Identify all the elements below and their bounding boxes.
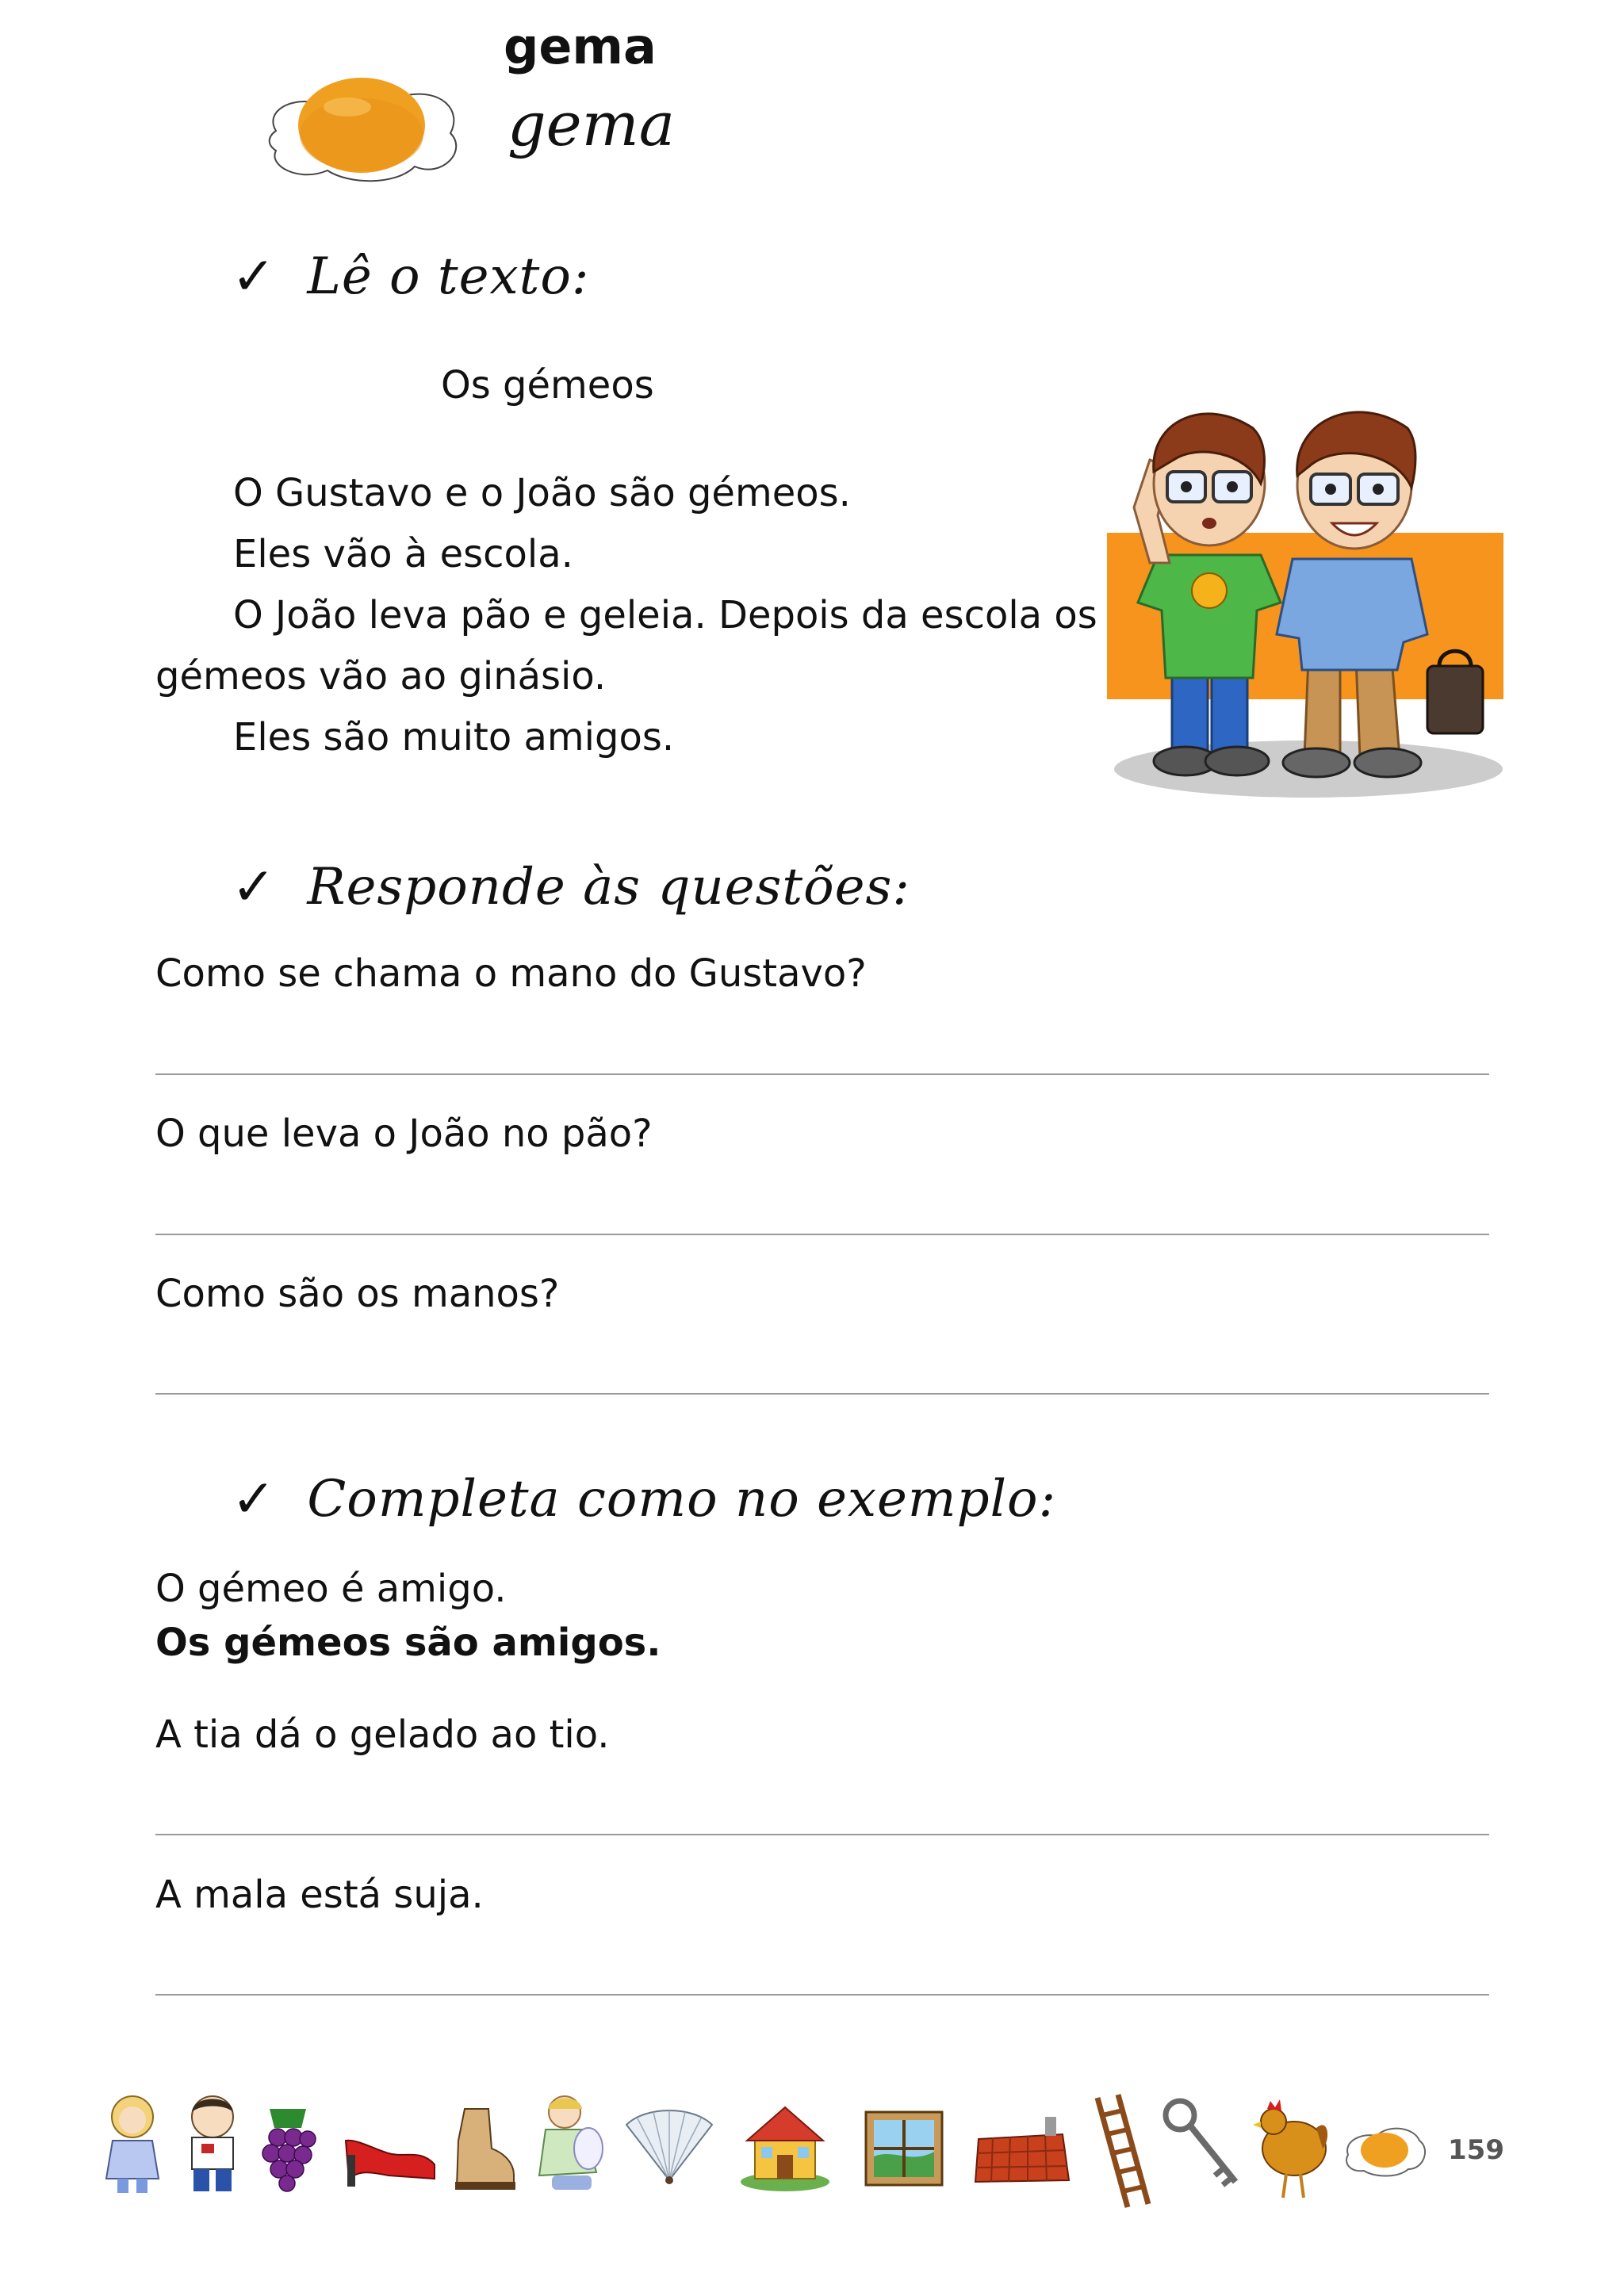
answer-line-3[interactable] xyxy=(155,1393,1489,1395)
girl-doll-icon xyxy=(98,2093,167,2196)
story-paragraph: O Gustavo e o João são gémeos. xyxy=(233,471,851,515)
answer-line-2[interactable] xyxy=(155,1234,1489,1235)
egg-illustration xyxy=(260,48,468,189)
example-sentence: O gémeo é amigo. xyxy=(155,1567,507,1611)
instruction-complete-text: Completa como no exemplo: xyxy=(307,1469,1057,1529)
word-cursive: gema xyxy=(508,89,676,159)
instruction-complete xyxy=(232,1468,1056,1529)
story-paragraph: Eles vão à escola. xyxy=(233,532,573,576)
answer-line-1[interactable] xyxy=(155,1073,1489,1075)
fried-egg-icon xyxy=(1342,2093,1427,2196)
story-paragraph: gémeos vão ao ginásio. xyxy=(155,654,607,698)
page-number: 159 xyxy=(1448,2134,1504,2166)
check-mark-icon: ✓ xyxy=(232,246,276,307)
fried-egg-icon xyxy=(260,48,468,189)
story-paragraph: Eles são muito amigos. xyxy=(233,715,675,760)
house-icon xyxy=(737,2093,833,2196)
story-title: Os gémeos xyxy=(441,363,654,408)
hand-fan-icon xyxy=(622,2093,717,2196)
key-icon xyxy=(1158,2093,1245,2196)
check-mark-icon: ✓ xyxy=(232,1468,276,1529)
ladder-icon xyxy=(1091,2093,1155,2212)
word-print: gema xyxy=(504,17,657,75)
instruction-answer xyxy=(232,856,910,917)
twins-illustration xyxy=(1102,396,1515,801)
complete-item-2: A mala está suja. xyxy=(155,1873,484,1917)
question-2: O que leva o João no pão? xyxy=(155,1112,653,1156)
angel-girl-icon xyxy=(528,2093,611,2196)
instruction-read-text: Lê o texto: xyxy=(307,247,590,306)
roof-tiles-icon xyxy=(974,2093,1074,2196)
example-answer: Os gémeos são amigos. xyxy=(155,1621,661,1665)
instruction-read xyxy=(232,246,589,307)
instruction-answer-text: Responde às questões: xyxy=(307,857,910,916)
red-shoe-icon xyxy=(341,2093,439,2196)
check-mark-icon: ✓ xyxy=(232,856,276,917)
answer-line-4[interactable] xyxy=(155,1834,1489,1835)
hen-icon xyxy=(1253,2093,1332,2204)
complete-item-1: A tia dá o gelado ao tio. xyxy=(155,1712,610,1757)
grapes-icon xyxy=(254,2093,322,2196)
twin-boys-icon xyxy=(1102,396,1515,801)
boot-icon xyxy=(449,2093,517,2196)
window-icon xyxy=(863,2093,945,2196)
story-text xyxy=(155,463,1107,768)
question-3: Como são os manos? xyxy=(155,1272,560,1316)
story-paragraph: O João leva pão e geleia. Depois da escola os xyxy=(233,593,1097,637)
question-1: Como se chama o mano do Gustavo? xyxy=(155,951,867,996)
boy-icon xyxy=(181,2093,244,2196)
answer-line-5[interactable] xyxy=(155,1994,1489,1996)
